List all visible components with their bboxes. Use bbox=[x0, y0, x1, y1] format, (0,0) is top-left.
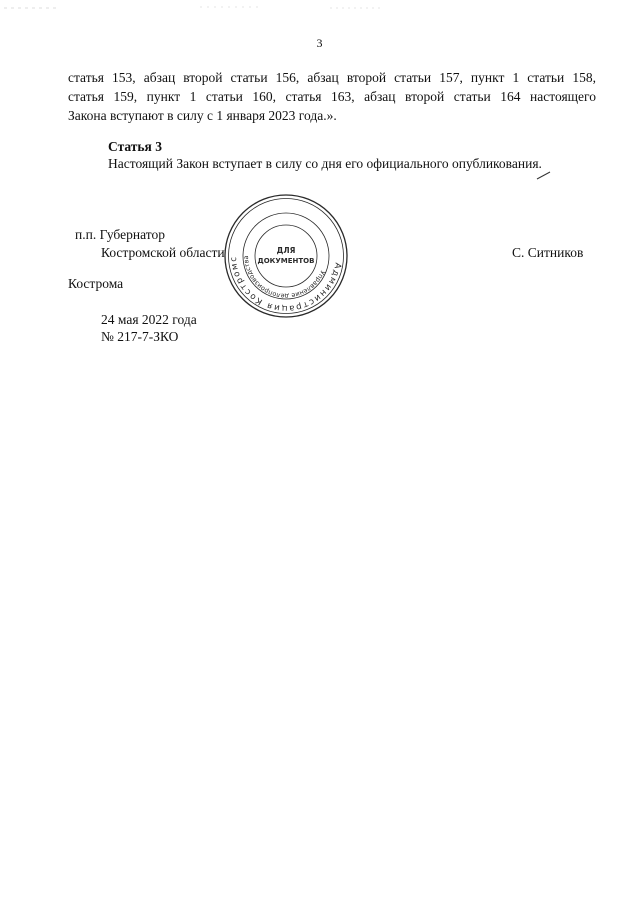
pen-mark bbox=[535, 168, 555, 182]
law-number: № 217-7-ЗКО bbox=[101, 329, 179, 344]
continuation-line-1: статья 153, абзац второй статьи 156, абзац второй статьи 157, пункт 1 статьи 158, bbox=[68, 70, 596, 85]
article-body: Настоящий Закон вступает в силу со дня его официального опубликования. bbox=[108, 156, 542, 171]
date: 24 мая 2022 года bbox=[101, 312, 197, 327]
city: Кострома bbox=[68, 276, 124, 291]
signer-title: п.п. Губернатор bbox=[75, 227, 165, 242]
scan-edge-artifact bbox=[0, 0, 639, 6]
continuation-paragraph bbox=[68, 68, 596, 125]
page-number: 3 bbox=[316, 36, 323, 50]
signer-name: С. Ситников bbox=[512, 245, 584, 260]
stamp-center-line-1: ДЛЯ bbox=[276, 246, 296, 255]
article-heading: Статья 3 bbox=[108, 139, 162, 154]
stamp-outer-text: Администрация Костромс bbox=[228, 255, 343, 314]
stamp-inner-text: Управление делопроизводства bbox=[241, 255, 327, 301]
continuation-line-2: статья 159, пункт 1 статьи 160, статья 163, абзац второй статьи 164 настоящего bbox=[68, 89, 596, 104]
official-stamp bbox=[222, 192, 350, 320]
continuation-line-3: Закона вступают в силу с 1 января 2023 года.». bbox=[68, 108, 337, 123]
signer-region: Костромской области bbox=[101, 245, 225, 260]
stamp-center-line-2: ДОКУМЕНТОВ bbox=[257, 257, 315, 265]
